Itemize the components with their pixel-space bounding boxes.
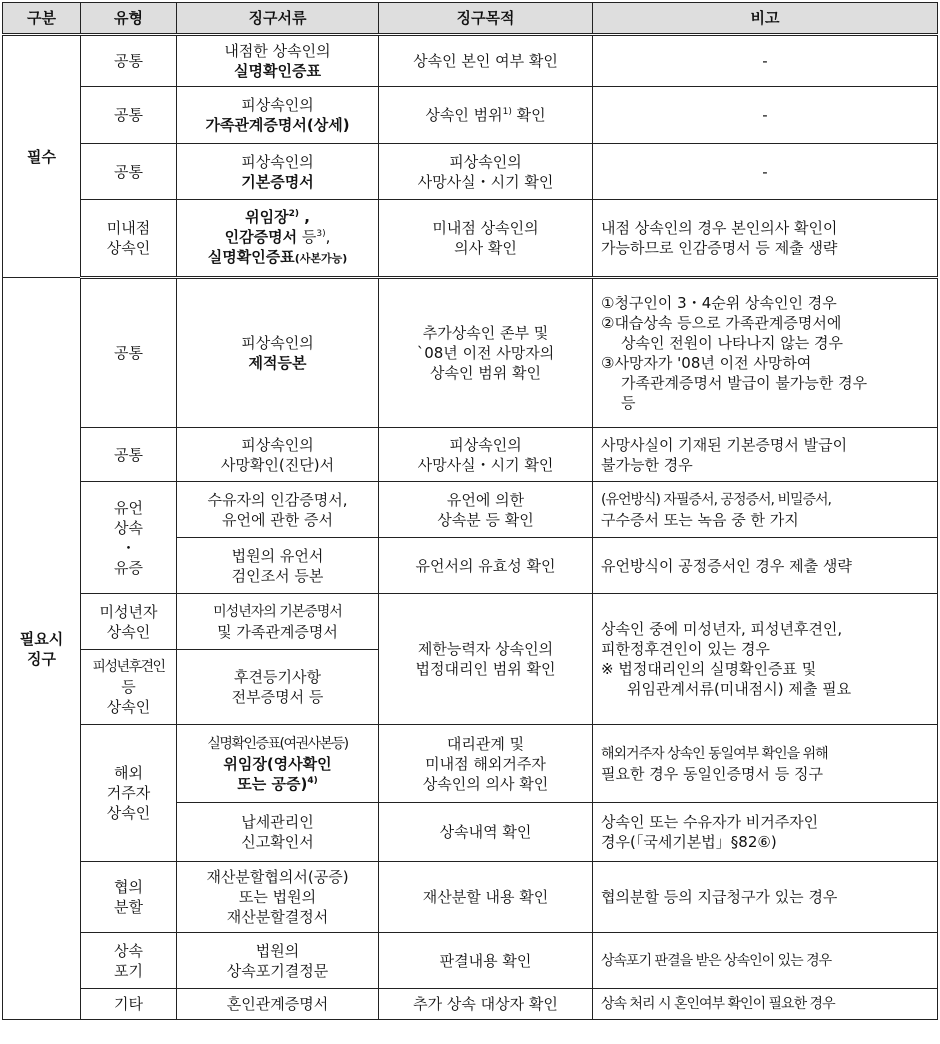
row-docs — [177, 35, 379, 87]
table-row — [3, 87, 938, 144]
doc-line: 전부증명서 등 — [231, 688, 324, 706]
remark-line: 불가능한 경우 — [601, 455, 693, 474]
doc-line: 후견등기사항 — [234, 668, 321, 686]
purpose-line: 유언에 의한 — [446, 490, 525, 509]
doc-line: 피상속인의 — [241, 152, 314, 171]
purpose-line: 사망사실・시기 확인 — [417, 172, 554, 191]
doc-line — [180, 227, 375, 247]
type-line: 포기 — [114, 961, 143, 980]
footnote-ref: 2) — [288, 209, 299, 219]
remark-line: 내점 상속인의 경우 본인의사 확인이 — [601, 219, 838, 237]
row-remark: - — [593, 87, 938, 144]
row-docs — [177, 144, 379, 200]
row-docs — [177, 862, 379, 933]
row-type: 공통 — [81, 87, 177, 144]
row-type — [81, 482, 177, 594]
purpose-line: 대리관계 및 — [446, 734, 525, 753]
section-as-needed — [3, 278, 81, 1020]
doc-line: 유언에 관한 증서 — [222, 510, 333, 529]
doc-text: (사본가능) — [294, 252, 348, 265]
section-line: 징구 — [27, 649, 56, 668]
doc-text: 인감증명서 — [224, 228, 298, 246]
row-purpose: 상속내역 확인 — [379, 803, 593, 862]
purpose-line: 상속분 등 확인 — [437, 510, 534, 529]
remark-line: ※ 법정대리인의 실명확인증표 및 — [601, 660, 817, 678]
row-docs — [177, 538, 379, 594]
remark-line: 상속인 전원이 나타나지 않는 경우 — [621, 334, 843, 352]
row-remark — [593, 200, 938, 278]
table-row — [3, 278, 938, 428]
header-purpose: 징구목적 — [379, 3, 593, 35]
row-remark: 상속포기 판결을 받은 상속인이 있는 경우 — [593, 933, 938, 989]
type-line: 상속인 — [106, 698, 151, 716]
inheritance-documents-table — [2, 2, 938, 1020]
doc-line: 상속포기결정문 — [226, 961, 329, 980]
row-type: 공통 — [81, 144, 177, 200]
row-remark — [593, 428, 938, 482]
row-remark: - — [593, 144, 938, 200]
table-row — [3, 482, 938, 538]
row-remark — [593, 725, 938, 803]
remark-line: (유언방식) 자필증서, 공정증서, 비밀증서, — [601, 491, 832, 508]
purpose-line: 제한능력자 상속인의 — [417, 640, 554, 658]
type-line: 협의 — [114, 878, 143, 896]
type-line: 미내점 — [106, 219, 151, 237]
row-purpose — [379, 428, 593, 482]
doc-line: 실명확인증표 — [234, 62, 321, 80]
type-line: 미성년자 — [99, 602, 158, 621]
row-remark: 상속 처리 시 혼인여부 확인이 필요한 경우 — [593, 989, 938, 1020]
doc-line: 위임장(영사확인 — [223, 754, 332, 773]
row-type — [81, 594, 177, 650]
doc-line — [180, 247, 375, 269]
row-purpose — [379, 725, 593, 803]
remark-line: ①청구인이 3・4순위 상속인인 경우 — [601, 294, 837, 312]
type-line: 상속 — [114, 518, 143, 537]
doc-line: 및 가족관계증명서 — [217, 622, 338, 641]
remark-line: 사망사실이 기재된 기본증명서 발급이 — [601, 435, 848, 454]
row-type — [81, 650, 177, 725]
purpose-text: 상속인 범위 — [425, 106, 503, 124]
doc-line: 미성년자의 기본증명서 — [213, 603, 342, 620]
doc-line: 납세관리인 — [241, 813, 314, 831]
purpose-line: 상속인의 의사 확인 — [422, 774, 549, 793]
type-line: 거주자 — [106, 784, 151, 802]
row-remark — [593, 594, 938, 725]
purpose-line: 피상속인의 — [449, 152, 522, 171]
purpose-line: 미내점 해외거주자 — [425, 754, 546, 773]
row-remark: 협의분할 등의 지급청구가 있는 경우 — [593, 862, 938, 933]
doc-line: 신고확인서 — [241, 833, 314, 851]
row-purpose — [379, 144, 593, 200]
type-line: 상속인 — [106, 622, 151, 641]
type-line: 상속인 — [106, 804, 151, 822]
row-purpose — [379, 200, 593, 278]
remark-line: 경우(「국세기본법」§82⑥) — [601, 833, 777, 851]
row-purpose: 상속인 본인 여부 확인 — [379, 35, 593, 87]
remark-line: ②대습상속 등으로 가족관계증명서에 — [601, 314, 842, 332]
doc-line: 실명확인증표(여권사본등) — [207, 735, 348, 752]
row-remark — [593, 278, 938, 428]
purpose-text: 확인 — [511, 106, 546, 124]
doc-line: 제적등본 — [248, 354, 307, 372]
remark-line: ③사망자가 '08년 이전 사망하여 — [601, 354, 812, 372]
doc-text: 또는 공증) — [237, 774, 308, 793]
document — [2, 2, 938, 1020]
purpose-line: 추가상속인 존부 및 — [422, 324, 549, 342]
row-type — [81, 862, 177, 933]
type-line: ・ — [120, 538, 136, 557]
row-docs: 혼인관계증명서 — [177, 989, 379, 1020]
doc-line: 또는 법원의 — [238, 888, 317, 906]
row-remark: 유언방식이 공정증서인 경우 제출 생략 — [593, 538, 938, 594]
table-row — [3, 594, 938, 650]
row-docs — [177, 594, 379, 650]
footnote-ref: 1) — [502, 107, 512, 117]
remark-line: 피한정후견인이 있는 경우 — [601, 640, 770, 658]
table-row — [3, 933, 938, 989]
doc-line — [180, 774, 375, 794]
purpose-line: 의사 확인 — [454, 239, 517, 257]
row-docs — [177, 200, 379, 278]
row-docs — [177, 725, 379, 803]
table-row — [3, 144, 938, 200]
doc-text: 위임장 — [245, 208, 289, 226]
table-row — [3, 200, 938, 278]
doc-line: 수유자의 인감증명서, — [207, 490, 348, 509]
table-row — [3, 862, 938, 933]
remark-line: 가능하므로 인감증명서 등 제출 생략 — [601, 239, 838, 257]
purpose-line: 피상속인의 — [449, 435, 522, 454]
remark-line: 위임관계서류(미내점시) 제출 필요 — [627, 680, 852, 698]
row-docs — [177, 803, 379, 862]
doc-line: 검인조서 등본 — [231, 566, 324, 585]
doc-line: 기본증명서 — [241, 172, 314, 191]
doc-line: 피상속인의 — [241, 96, 314, 114]
row-type: 기타 — [81, 989, 177, 1020]
row-docs — [177, 428, 379, 482]
header-remarks: 비고 — [593, 3, 938, 35]
row-type: 공통 — [81, 428, 177, 482]
row-purpose — [379, 87, 593, 144]
doc-line — [180, 207, 375, 227]
remark-line: 구수증서 또는 녹음 중 한 가지 — [601, 510, 799, 529]
purpose-line: 사망사실・시기 확인 — [417, 455, 554, 474]
purpose-line: 법정대리인 범위 확인 — [415, 660, 556, 678]
type-line: 피성년후견인 — [92, 659, 165, 675]
purpose-line: 미내점 상속인의 — [432, 219, 539, 237]
remark-line: 필요한 경우 동일인증명서 등 징구 — [601, 764, 823, 783]
doc-line: 법원의 — [255, 941, 300, 960]
table-row — [3, 725, 938, 803]
header-docs: 징구서류 — [177, 3, 379, 35]
row-type: 공통 — [81, 35, 177, 87]
doc-text: 등 — [297, 228, 317, 246]
row-purpose: 추가 상속 대상자 확인 — [379, 989, 593, 1020]
doc-line: 사망확인(진단)서 — [220, 455, 335, 474]
type-line: 분할 — [114, 898, 143, 916]
row-docs — [177, 482, 379, 538]
table-row — [3, 428, 938, 482]
row-purpose: 판결내용 확인 — [379, 933, 593, 989]
doc-text: , — [325, 228, 331, 246]
doc-line: 재산분할협의서(공증) — [206, 868, 349, 886]
section-line: 필요시 — [19, 629, 64, 648]
footnote-ref: 4) — [307, 775, 318, 786]
row-docs — [177, 933, 379, 989]
type-line: 등 — [121, 678, 136, 696]
row-type — [81, 725, 177, 862]
doc-line: 가족관계증명서(상세) — [205, 116, 350, 134]
header-row — [3, 3, 938, 35]
table-row — [3, 35, 938, 87]
remark-line: 해외거주자 상속인 동일여부 확인을 위해 — [601, 745, 828, 762]
remark-line: 상속인 또는 수유자가 비거주자인 — [601, 813, 819, 831]
header-category: 구분 — [3, 3, 81, 35]
row-remark — [593, 803, 938, 862]
doc-line: 피상속인의 — [241, 334, 314, 352]
type-line: 해외 — [114, 764, 143, 782]
doc-text: , — [298, 208, 310, 226]
row-type — [81, 200, 177, 278]
remark-line: 등 — [621, 394, 636, 412]
row-purpose — [379, 482, 593, 538]
footnote-ref: 3) — [316, 229, 326, 239]
row-docs — [177, 278, 379, 428]
purpose-line: `08년 이전 사망자의 — [416, 344, 555, 362]
type-line: 유언 — [114, 498, 143, 517]
header-type: 유형 — [81, 3, 177, 35]
row-purpose — [379, 594, 593, 725]
type-line: 상속인 — [106, 239, 151, 257]
doc-text: 실명확인증표 — [207, 248, 295, 266]
row-purpose — [379, 278, 593, 428]
doc-line: 피상속인의 — [241, 435, 314, 454]
remark-line: 상속인 중에 미성년자, 피성년후견인, — [601, 620, 843, 638]
doc-line: 내점한 상속인의 — [224, 42, 331, 60]
row-remark: - — [593, 35, 938, 87]
row-docs — [177, 87, 379, 144]
type-line: 유증 — [114, 558, 143, 577]
row-purpose: 유언서의 유효성 확인 — [379, 538, 593, 594]
row-type: 공통 — [81, 278, 177, 428]
doc-line: 재산분할결정서 — [226, 908, 329, 926]
purpose-line: 상속인 범위 확인 — [430, 364, 541, 382]
row-docs — [177, 650, 379, 725]
section-required: 필수 — [3, 35, 81, 278]
row-remark — [593, 482, 938, 538]
remark-line: 가족관계증명서 발급이 불가능한 경우 — [621, 374, 868, 392]
row-type — [81, 933, 177, 989]
row-purpose: 재산분할 내용 확인 — [379, 862, 593, 933]
table-row — [3, 989, 938, 1020]
type-line: 상속 — [114, 941, 143, 960]
doc-line: 법원의 유언서 — [231, 546, 324, 565]
